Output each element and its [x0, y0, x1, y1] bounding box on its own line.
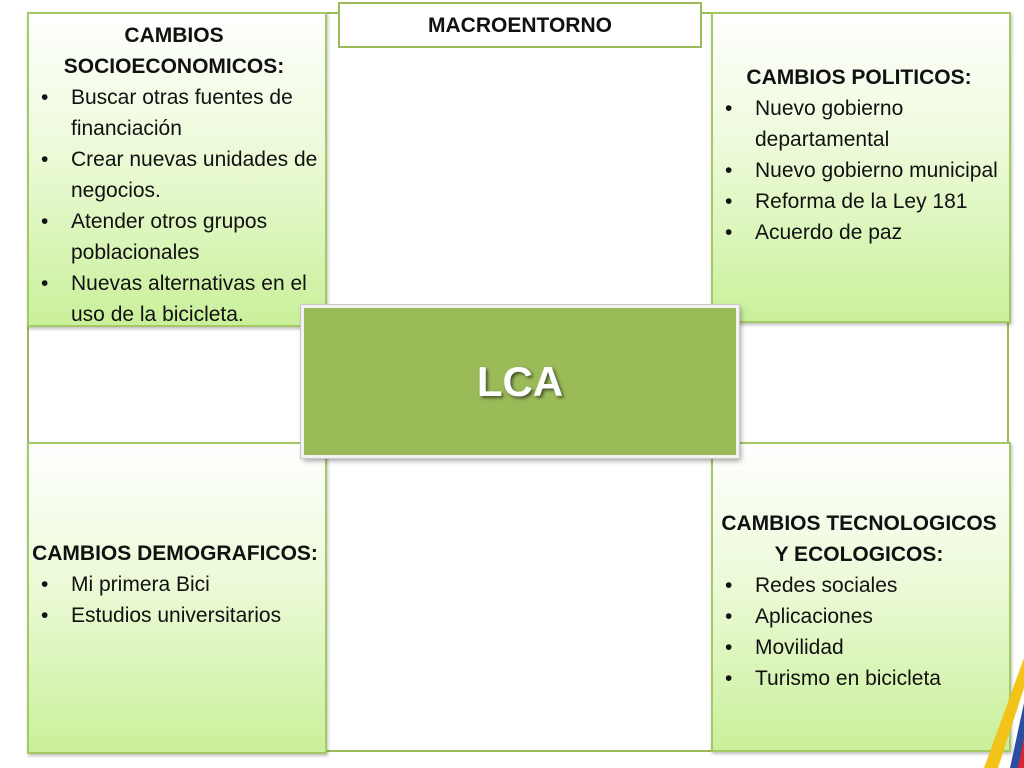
panel-heading: CAMBIOS DEMOGRAFICOS: [32, 542, 318, 565]
list-item: • Mi primera Bici [29, 569, 321, 600]
diagram-title: MACROENTORNO [338, 2, 702, 48]
panel-heading: CAMBIOS TECNOLOGICOS Y ECOLOGICOS: [721, 512, 997, 566]
list-item: • Estudios universitarios [29, 600, 321, 631]
bullet-list [713, 93, 1005, 248]
panel-heading: CAMBIOS SOCIOECONOMICOS: [63, 24, 285, 78]
list-item: • Nuevo gobierno departamental [713, 93, 1005, 155]
bullet-list [713, 570, 1005, 694]
center-node: LCA [301, 305, 739, 458]
list-item: • Reforma de la Ley 181 [713, 186, 1005, 217]
list-item: • Crear nuevas unidades de negocios. [29, 144, 319, 206]
list-item: • Aplicaciones [713, 601, 1005, 632]
list-item: • Nuevo gobierno municipal [713, 155, 1005, 186]
list-item: • Redes sociales [713, 570, 1005, 601]
list-item: • Nuevas alternativas en el uso de la bicicleta. [29, 268, 319, 330]
bullet-list [29, 82, 319, 330]
panel-political [711, 12, 1011, 323]
panel-demographic [27, 442, 327, 754]
list-item: • Atender otros grupos poblacionales [29, 206, 319, 268]
panel-socioeconomic [27, 12, 327, 327]
list-item: • Turismo en bicicleta [713, 663, 1005, 694]
panel-technological [711, 442, 1011, 752]
list-item: • Acuerdo de paz [713, 217, 1005, 248]
list-item: • Movilidad [713, 632, 1005, 663]
corner-decoration-icon [984, 658, 1024, 768]
panel-heading: CAMBIOS POLITICOS: [746, 66, 972, 89]
bullet-list [29, 569, 321, 631]
list-item: • Buscar otras fuentes de financiación [29, 82, 319, 144]
